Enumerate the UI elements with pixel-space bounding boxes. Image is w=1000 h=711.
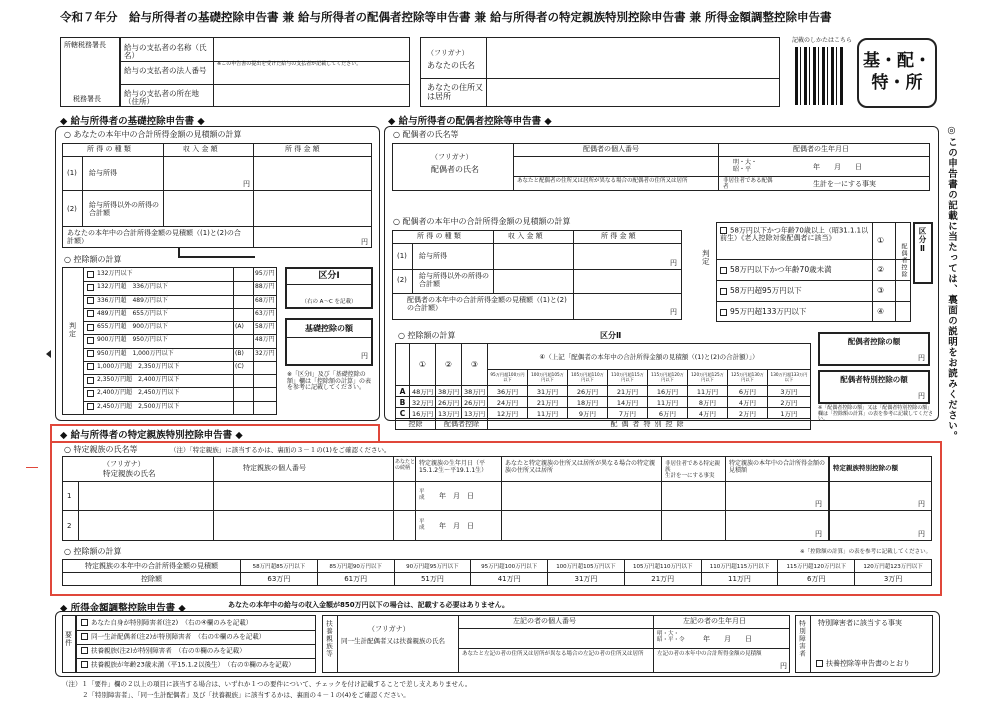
spouse-kubun2-header: 区分Ⅱ [600, 331, 622, 340]
calc-head-4: ④（上記「配偶者の本年中の合計所得金額の見積額（(1)と(2)の合計額）」） [488, 344, 811, 370]
spouse-calc-cell: 11万円 [648, 397, 688, 408]
adjust-mynumber-input[interactable] [460, 630, 651, 646]
spouse-income-table [392, 230, 682, 320]
payer-box [120, 37, 410, 107]
basic-judge-label: 判 定 [69, 322, 83, 338]
spouse-special-amount-input[interactable] [822, 387, 916, 402]
relative-calc-amount: 11万円 [701, 573, 778, 586]
spouse-calc-cell: 1万円 [768, 408, 811, 419]
spouse-address-label: あなたと配偶者の住所又は居所が異なる場合の配偶者の住所又は居所 [517, 178, 688, 184]
basic-row2-label: 給与所得以外の所得の合計額 [89, 201, 159, 217]
adjust-disabled-check-label: 扶養控除等申告書のとおり [826, 659, 910, 668]
spouse-calc-cell: 26万円 [462, 397, 488, 408]
spouse-ymd-label: 年 月 日 [813, 163, 862, 171]
spouse-calc-cell: 6万円 [648, 408, 688, 419]
calc-head-1: ① [410, 344, 436, 386]
option-2-label: 58万円以下かつ年齢70歳未満 [730, 265, 832, 274]
adjust-item-2-label: 同一生計配偶者(注2)が特別障害者 （右の①欄のみを記載） [91, 632, 266, 641]
basic-total-yen: 円 [361, 238, 368, 246]
adjust-item-4[interactable] [81, 661, 295, 669]
stamp-line-2: 特・所 [871, 73, 923, 93]
relative-row1-era: 平成 [419, 489, 425, 502]
applicant-address-input[interactable] [489, 80, 777, 104]
spouse-total-label: 配偶者の本年中の合計所得金額の見積額（(1)と(2)の合計額） [407, 296, 567, 312]
adjust-item-4-label: 扶養親族が年齢23歳未満（平15.1.2以後生） （右の①欄のみを記載） [91, 660, 295, 669]
qr-code-icon[interactable] [795, 47, 845, 105]
option-num-4: ④ [877, 307, 885, 316]
spouse-col-revenue: 収 入 金 額 [508, 232, 543, 240]
basic-row-checkbox[interactable] [87, 310, 94, 317]
basic-row-amount: 58万円 [255, 323, 275, 331]
basic-row-amount: 68万円 [255, 296, 275, 304]
spouse-calc-cell: 6万円 [728, 386, 768, 397]
adjust-requirement-box [62, 615, 76, 673]
basic-row-amount: 32万円 [255, 349, 275, 357]
relative-calc-amount: 3万円 [855, 573, 932, 586]
spouse-option-3[interactable] [720, 287, 802, 295]
spouse-calc-cell: 38万円 [462, 386, 488, 397]
relative-row2-amount-input[interactable] [831, 512, 915, 539]
spouse-calc-range: 120万円超125万円以下 [688, 370, 728, 386]
basic-row1-no: (1) [67, 169, 77, 177]
option-1-checkbox[interactable] [720, 227, 727, 234]
spouse-calc-range: 125万円超130万円以下 [728, 370, 768, 386]
relative-calc-amount: 6万円 [778, 573, 855, 586]
spouse-calc-cell: 13万円 [436, 408, 462, 419]
adjust-item-3-checkbox[interactable] [81, 647, 88, 654]
basic-salary-income-input[interactable] [255, 158, 369, 188]
spouse-row2-label: 給与所得以外の所得の合計額 [419, 272, 489, 288]
basic-row2-no: (2) [67, 205, 77, 213]
adjust-item-1-checkbox[interactable] [81, 619, 88, 626]
calc-footer-left: 控除 [396, 419, 436, 430]
adjust-disabled-option[interactable] [816, 660, 910, 668]
spouse-calc-cell: 48万円 [410, 386, 436, 397]
basic-salary-revenue-input[interactable] [165, 158, 251, 188]
relative-row2-era: 平成 [419, 519, 425, 532]
spouse-calc-cell: 8万円 [688, 397, 728, 408]
basic-col-income: 所 得 金 額 [285, 145, 320, 153]
relative-row1-no: 1 [67, 492, 72, 500]
spouse-note: ※「配偶者控除の額」又は「配偶者特別控除の額」欄は「控除額の計算」の表を参考に記載してください。 [818, 405, 934, 422]
basic-col-revenue: 収 入 金 額 [183, 145, 218, 153]
relative-calc-range: 85万円超90万円以下 [317, 560, 394, 573]
basic-deduction-calc-title: ○ 控除額の計算 [64, 255, 122, 264]
footnote-2: ２「特別障害者」、「同一生計配偶者」及び「扶養親族」に該当するかは、裏面の４－１の(4)をご確認ください。 [82, 691, 410, 699]
qr-caption: 記載のしかたはこちら [792, 37, 853, 44]
spouse-calc-cell: 7万円 [608, 408, 648, 419]
spouse-deduction-yen: 円 [918, 354, 925, 362]
relative-row2-no: 2 [67, 522, 72, 530]
spouse-furigana-label: （フリガナ） [431, 153, 473, 161]
adjust-item-2-checkbox[interactable] [81, 633, 88, 640]
spouse-calc-range: 95万円超100万円以下 [488, 370, 528, 386]
option-num-3: ③ [877, 286, 885, 295]
spouse-deduction-amount-label: 配偶者控除の額 [847, 337, 901, 346]
relative-table [62, 456, 932, 541]
relative-calc-range: 120万円超123万円以下 [855, 560, 932, 573]
basic-amount-label: 基礎控除の額 [305, 324, 353, 333]
adjust-item-3-label: 扶養親族(注2)が特別障害者 （右の①欄のみを記載） [91, 646, 246, 655]
spouse-calc-cell: 11万円 [688, 386, 728, 397]
basic-row-amount: 63万円 [255, 309, 275, 317]
basic-col-kind: 所 得 の 種 類 [87, 145, 131, 153]
spouse-era-label: 明・大・昭・平 [733, 159, 758, 173]
kubun1-label: 区分Ⅰ [318, 271, 340, 281]
payer-name-label: 給与の支払者の名称（氏名） [124, 43, 207, 61]
spouse-calc-cell: 32万円 [410, 397, 436, 408]
basic-letter: (C) [235, 362, 244, 370]
relative-calc-range: 110万円超115万円以下 [701, 560, 778, 573]
adjust-item-1-label: あなた自身が特別障害者(注2) （右の④欄のみを記載） [91, 618, 253, 627]
relative-calc-label: 特定親族の本年中の合計所得金額の見積額 [63, 560, 241, 573]
payer-name-input[interactable] [216, 39, 406, 60]
adjust-subtitle: あなたの本年中の給与の収入金額が850万円以下の場合は、記載する必要はありません。 [228, 601, 510, 609]
option-4-label: 95万円超133万円以下 [730, 307, 807, 316]
relative-row2-ymd: 年 月 日 [439, 522, 474, 530]
basic-amount-box [285, 318, 373, 366]
basic-other-income-input[interactable] [255, 192, 369, 224]
adjust-birth-label: 左記の者の生年月日 [683, 617, 746, 625]
adjust-disabled-side: 特別障害者 [798, 620, 806, 658]
basic-deduction-table [62, 267, 277, 415]
spouse-col-income: 所 得 金 額 [601, 232, 636, 240]
adjust-items-box [76, 615, 316, 673]
spouse-calc-cell: 38万円 [436, 386, 462, 397]
spouse-nonresident-label: 非居住者である配偶者 [723, 178, 773, 191]
spouse-name-table [392, 143, 930, 191]
relative-row1-income-yen: 円 [815, 500, 822, 508]
applicant-name-label: あなたの氏名 [427, 61, 475, 70]
payer-corp-number-label: 給与の支払者の法人番号 [124, 66, 207, 75]
spouse-calc-cell: 4万円 [728, 397, 768, 408]
basic-total-label: あなたの本年中の合計所得金額の見積額（(1)と(2)の合計額） [67, 229, 241, 245]
relative-calc-table [62, 559, 932, 586]
basic-row-range: 900万円超 950万円以下 [97, 336, 168, 344]
relative-address-label: あなたと特定親族の住所又は居所が異なる場合の特定親族の住所又は居所 [505, 460, 656, 474]
relative-calc-range: 105万円超110万円以下 [624, 560, 701, 573]
basic-amount-input[interactable] [289, 339, 359, 363]
adjust-relative-name-label: 同一生計配偶者又は扶養親族の氏名 [341, 637, 445, 645]
spouse-calc-range: 110万円超115万円以下 [608, 370, 648, 386]
relative-calc-amount: 61万円 [317, 573, 394, 586]
adjust-item-3[interactable] [81, 647, 246, 655]
relative-calc-range: 115万円超120万円以下 [778, 560, 855, 573]
spouse-name-label: 配偶者の氏名 [431, 165, 479, 174]
basic-row-amount: 95万円 [255, 270, 275, 277]
spouse-option-4[interactable] [720, 308, 806, 316]
basic-income-calc-title: ○ あなたの本年中の合計所得金額の見積額の計算 [64, 130, 242, 139]
spouse-total-yen: 円 [670, 308, 677, 316]
spouse-row1-label: 給与所得 [419, 252, 447, 260]
adjust-requirement-label: 要件 [65, 631, 72, 647]
spouse-kubun2-label[interactable]: 区分Ⅱ [918, 227, 927, 254]
spouse-calc-cell: 2万円 [768, 397, 811, 408]
relative-section-title: ◆ 給与所得者の特定親族特別控除申告書 ◆ [60, 430, 243, 441]
basic-letter: (B) [235, 349, 244, 357]
relative-row1-amount-input[interactable] [831, 483, 915, 508]
spouse-calc-row-letter: A [396, 386, 410, 397]
relative-name-label: 特定親族の氏名 [103, 469, 156, 478]
calc-footer-special: 配偶者特別控除 [488, 419, 811, 430]
right-margin-note: ◎この申告書の記載に当たっては、裏面の説明をお読みください。 [946, 125, 957, 442]
spouse-calc-cell: 24万円 [488, 397, 528, 408]
adjust-income-label: 左記の者の本年中の合計所得金額の見積額 [657, 651, 762, 657]
basic-row-amount: 88万円 [255, 283, 275, 291]
relative-birth-label: 特定親族の生年月日（平15.1.2生～平19.1.1生） [419, 460, 488, 474]
adjust-relative-name-input[interactable] [339, 618, 456, 670]
spouse-special-amount-box [818, 370, 930, 404]
basic-row-checkbox[interactable] [87, 350, 94, 357]
option-4-checkbox[interactable] [720, 309, 727, 316]
basic-row-checkbox[interactable] [87, 390, 94, 397]
relative-mynumber-label: 特定親族の個人番号 [243, 464, 306, 472]
calc-footer-spouse: 配偶者控除 [436, 419, 488, 430]
kubun1-input[interactable] [289, 286, 369, 298]
relative-amount-label: 特定親族特別控除の額 [833, 464, 898, 472]
basic-row-range: 489万円超 655万円以下 [97, 309, 168, 317]
spouse-section-title: ◆ 給与所得者の配偶者控除等申告書 ◆ [388, 116, 552, 127]
spouse-option-1[interactable] [720, 227, 870, 243]
adjust-side-label: 扶養親族等 [325, 620, 333, 658]
relative-calc-title: ○ 控除額の計算 [64, 547, 122, 556]
adjust-relative-box [322, 615, 790, 673]
adjust-address-label: あなたと左記の者の住所又は居所が異なる場合の左記の者の住所又は居所 [462, 651, 644, 657]
footnote-1: （注）１「要件」欄の２以上の項目に該当する場合は、いずれか１つの要件について、チェックを付け記載することで差し支えありません。 [62, 680, 472, 688]
spouse-deduction-table [395, 343, 811, 430]
relative-calc-range: 90万円超95万円以下 [394, 560, 471, 573]
relative-relation-label: あなたとの続柄 [395, 459, 416, 471]
spouse-special-yen: 円 [918, 392, 925, 400]
basic-arrow-line [178, 248, 255, 258]
spouse-calc-range: 105万円超110万円以下 [568, 370, 608, 386]
spouse-special-amount-label: 配偶者特別控除の額 [840, 375, 908, 384]
basic-total-input[interactable] [255, 228, 369, 246]
basic-row-range: 655万円超 900万円以下 [97, 323, 168, 331]
option-2-checkbox[interactable] [720, 267, 727, 274]
spouse-deduction-amount-input[interactable] [822, 349, 916, 364]
spouse-calc-cell: 21万円 [528, 397, 568, 408]
spouse-calc-cell: 26万円 [436, 397, 462, 408]
basic-row-checkbox[interactable] [87, 377, 94, 384]
spouse-birth-label: 配偶者の生年月日 [793, 145, 849, 153]
spouse-options-box [716, 222, 911, 322]
spouse-calc-row-letter: B [396, 397, 410, 408]
relative-calc-label2: 控除額 [63, 573, 241, 586]
basic-amount-yen: 円 [361, 352, 368, 360]
basic-row1-yen: 円 [243, 180, 250, 188]
relative-row2-income-yen: 円 [815, 530, 822, 538]
applicant-name-input[interactable] [489, 40, 777, 76]
relative-calc-note: ※「控除額の計算」の表を参考に記載してください。 [800, 549, 932, 555]
relative-income-label: 特定親族の本年中の合計所得金額の見積額 [729, 460, 826, 474]
spouse-calc-cell: 16万円 [648, 386, 688, 397]
basic-row-checkbox[interactable] [87, 403, 94, 410]
spouse-kubun2-box [913, 222, 933, 284]
applicant-furigana-label: （フリガナ） [427, 49, 469, 57]
spouse-calc-cell: 2万円 [728, 408, 768, 419]
relative-marker [26, 467, 38, 468]
relative-name-note: （注）「特定親族」に該当するかは、裏面の３－１の(1)をご確認ください。 [170, 446, 391, 454]
spouse-name-input[interactable] [395, 146, 511, 188]
spouse-mynumber-input[interactable] [515, 158, 715, 174]
relative-calc-range: 58万円超85万円以下 [241, 560, 318, 573]
spouse-calc-cell: 14万円 [608, 397, 648, 408]
payer-address-label: 給与の支払者の所在地（住所） [124, 89, 199, 107]
spouse-deduction-calc-title: ○ 控除額の計算 [398, 331, 456, 340]
calc-head-3: ③ [462, 344, 488, 386]
basic-row-checkbox[interactable] [87, 297, 94, 304]
basic-row-range: 336万円超 489万円以下 [97, 296, 168, 304]
basic-row-range: 950万円超 1,000万円以下 [97, 349, 174, 357]
applicant-box [420, 37, 780, 107]
spouse-calc-cell: 36万円 [488, 386, 528, 397]
spouse-deduction-amount-box [818, 332, 930, 366]
kubun1-box [285, 267, 373, 309]
spouse-calc-cell: 12万円 [488, 408, 528, 419]
adjust-era-label: 明・大・昭・平・令 [657, 631, 685, 644]
spouse-calc-row-letter: C [396, 408, 410, 419]
basic-row-checkbox[interactable] [87, 337, 94, 344]
spouse-calc-cell: 31万円 [528, 386, 568, 397]
relative-calc-amount: 31万円 [548, 573, 625, 586]
spouse-calc-cell: 26万円 [568, 386, 608, 397]
adjust-item-1[interactable] [81, 619, 252, 627]
option-3-checkbox[interactable] [720, 288, 727, 295]
spouse-salary-income-input[interactable] [575, 245, 667, 267]
basic-row-range: 2,400万円超 2,450万円以下 [97, 389, 180, 397]
spouse-salary-revenue-input[interactable] [495, 245, 571, 267]
form-type-stamp [857, 38, 937, 108]
spouse-calc-cell: 4万円 [688, 408, 728, 419]
adjust-disabled-checkbox[interactable] [816, 660, 823, 667]
adjust-income-yen: 円 [780, 662, 787, 670]
tax-office-box [60, 37, 120, 107]
basic-row-checkbox[interactable] [87, 324, 94, 331]
spouse-kubun2-side: 配偶者控除 [900, 243, 907, 278]
spouse-mynumber-label: 配偶者の個人番号 [583, 145, 639, 153]
spouse-calc-range: 100万円超105万円以下 [528, 370, 568, 386]
spouse-calc-range: 130万円超133万円以下 [768, 370, 811, 386]
spouse-total-input[interactable] [575, 295, 667, 317]
relative-calc-amount: 21万円 [624, 573, 701, 586]
spouse-calc-cell: 13万円 [462, 408, 488, 419]
basic-row-range: 132万円以下 [97, 270, 133, 277]
relative-same-living-label: 生計を一にする事実 [665, 473, 715, 479]
relative-row1-mynumber-input[interactable] [215, 483, 391, 508]
payer-address-input[interactable] [216, 85, 406, 105]
adjust-ymd-label: 年 月 日 [703, 635, 752, 643]
relative-row2-mynumber-input[interactable] [215, 512, 391, 539]
tax-office-chief-label: 税務署長 [73, 95, 101, 103]
basic-row-range: 132万円超 336万円以下 [97, 283, 168, 291]
relative-furigana-label: （フリガナ） [103, 460, 145, 468]
relative-calc-range: 100万円超105万円以下 [548, 560, 625, 573]
form-title: 令和７年分 給与所得者の基礎控除申告書 兼 給与所得者の配偶者控除等申告書 兼 給与所得者の特定親族特別控除申告書 兼 所得金額調整控除申告書 [60, 10, 832, 24]
kubun1-note: （右の A～C を記載） [301, 299, 357, 305]
spouse-calc-cell: 18万円 [568, 397, 608, 408]
basic-row-checkbox[interactable] [87, 271, 94, 278]
relative-row1-name-input[interactable] [80, 483, 211, 508]
spouse-calc-cell: 21万円 [608, 386, 648, 397]
payer-corp-number-input[interactable] [216, 70, 406, 83]
option-num-1: ① [877, 236, 885, 245]
left-arrow-icon [46, 350, 51, 358]
basic-row-range: 2,350万円超 2,400万円以下 [97, 376, 180, 384]
basic-row-range: 1,000万円超 2,350万円以下 [97, 362, 180, 370]
adjust-mynumber-label: 左記の者の個人番号 [513, 617, 576, 625]
applicant-address-label: あなたの住所又は居所 [427, 83, 483, 101]
basic-income-table [62, 143, 372, 248]
spouse-row2-no: (2) [397, 276, 407, 284]
basic-row-amount: 48万円 [255, 336, 275, 344]
payer-note: ※この申告書の提出を受けた給与の支払者が記載してください。 [217, 61, 362, 67]
relative-calc-amount: 63万円 [241, 573, 318, 586]
spouse-name-title: ○ 配偶者の氏名等 [393, 130, 459, 139]
spouse-same-living-label: 生計を一にする事実 [813, 180, 876, 188]
relative-row2-name-input[interactable] [80, 512, 211, 539]
adjust-furigana-label: （フリガナ） [368, 625, 410, 633]
spouse-row1-no: (1) [397, 252, 407, 260]
spouse-row1-yen: 円 [670, 259, 677, 267]
relative-name-title: ○ 特定親族の氏名等 [64, 445, 138, 454]
basic-section-title: ◆ 給与所得者の基礎控除申告書 ◆ [60, 116, 205, 127]
spouse-calc-cell: 16万円 [410, 408, 436, 419]
option-num-2: ② [877, 265, 885, 274]
spouse-calc-cell: 11万円 [528, 408, 568, 419]
basic-row-range: 2,450万円超 2,500万円以下 [97, 402, 180, 410]
basic-letter: (A) [235, 323, 244, 331]
spouse-calc-range: 115万円超120万円以下 [648, 370, 688, 386]
relative-row1-amount-yen: 円 [918, 500, 925, 508]
basic-row-checkbox[interactable] [87, 363, 94, 370]
stamp-line-1: 基・配・ [863, 51, 931, 71]
basic-note: ※「区分Ⅰ」及び「基礎控除の額」欄は「控除額の計算」の表を参考に記載してください。 [287, 371, 372, 392]
relative-calc-range: 95万円超100万円以下 [471, 560, 548, 573]
adjust-item-4-checkbox[interactable] [81, 661, 88, 668]
relative-row2-amount-yen: 円 [918, 530, 925, 538]
adjust-section-title: ◆ 所得金額調整控除申告書 ◆ [60, 603, 186, 614]
spouse-income-calc-title: ○ 配偶者の本年中の合計所得金額の見積額の計算 [393, 217, 571, 226]
spouse-col-kind: 所 得 の 種 類 [417, 232, 461, 240]
option-3-label: 58万円超95万円以下 [730, 286, 802, 295]
option-1-label: 58万円以下かつ年齢70歳以上（昭31.1.1以前生）《老人控除対象配偶者に該当》 [720, 226, 869, 243]
adjust-disabled-box [795, 615, 933, 673]
spouse-calc-cell: 9万円 [568, 408, 608, 419]
adjust-item-2[interactable] [81, 633, 265, 641]
relative-calc-amount: 41万円 [471, 573, 548, 586]
relative-nonresident-label: 非居住者である特定親族 [665, 461, 721, 474]
spouse-option-2[interactable] [720, 266, 832, 274]
basic-row1-label: 給与所得 [89, 169, 117, 177]
relative-calc-amount: 51万円 [394, 573, 471, 586]
spouse-calc-cell: 3万円 [768, 386, 811, 397]
basic-row-checkbox[interactable] [87, 284, 94, 291]
tax-office-label: 所轄税務署長 [64, 41, 106, 49]
adjust-disabled-title: 特別障害者に該当する事実 [818, 619, 902, 627]
spouse-judge-label: 判 定 [702, 249, 717, 267]
calc-head-2: ② [436, 344, 462, 386]
relative-row1-ymd: 年 月 日 [439, 492, 474, 500]
